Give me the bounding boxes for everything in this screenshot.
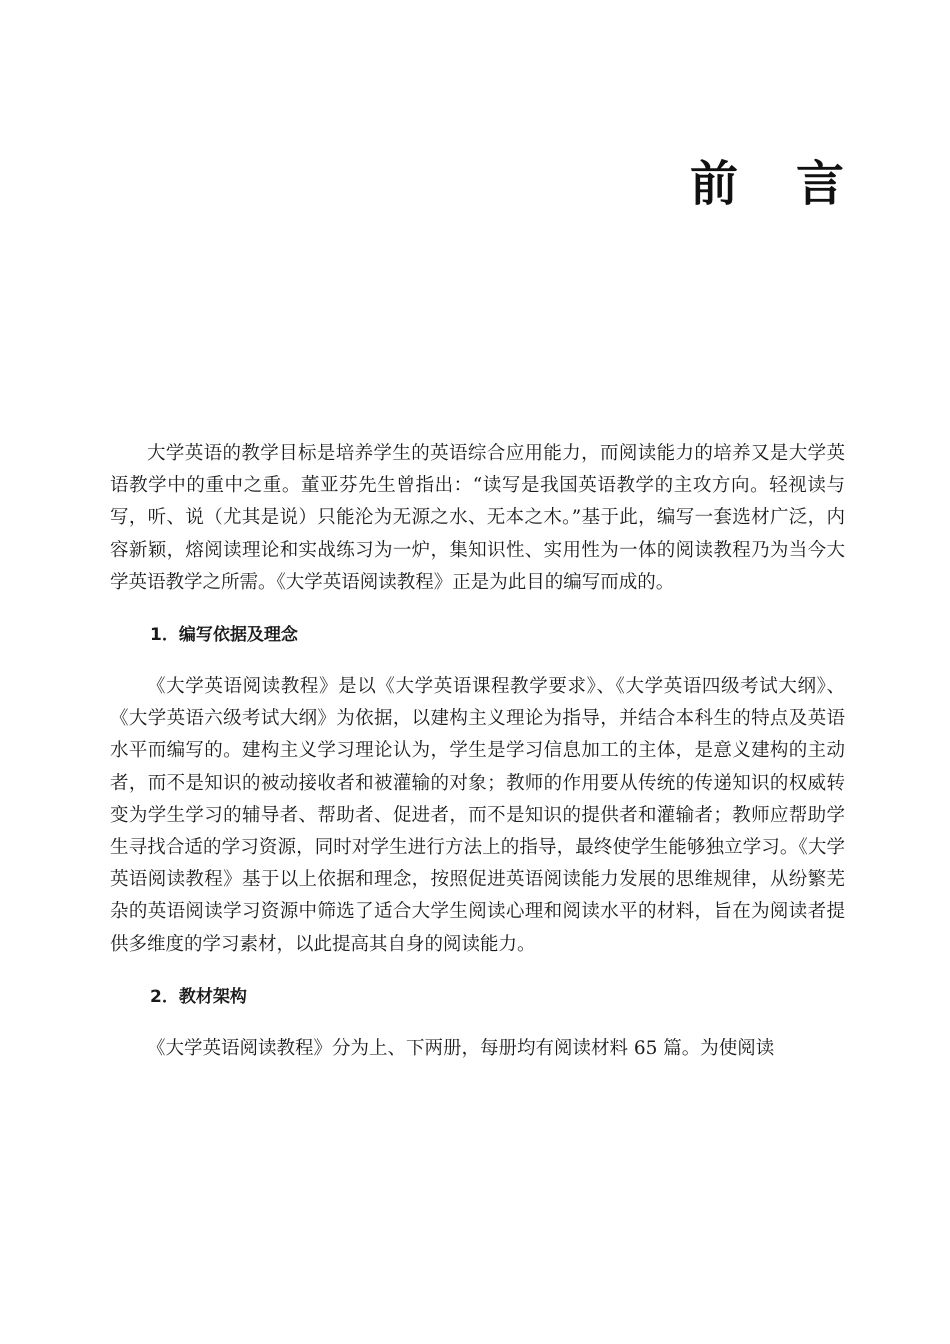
title-char-2: 言: [795, 156, 844, 212]
body-text: [110, 438, 845, 1065]
section-2-paragraph: 《大学英语阅读教程》分为上、下两册，每册均有阅读材料 65 篇。为使阅读: [147, 1037, 775, 1059]
title-char-1: 前: [689, 156, 738, 212]
section-heading-1: 1．编写依据及理念: [150, 625, 298, 646]
section-heading-2: 2．教材架构: [150, 986, 247, 1007]
intro-paragraph: 大学英语的教学目标是培养学生的英语综合应用能力，而阅读能力的培养又是大学英语教学中的重中之重。董亚芬先生曾指出：“读写是我国英语教学的主攻方向。轻视读与写，听、说（尤其是说）只能沦为无源之水、无本之木。”基于此，编写一套选材广泛，内容新颖，熔阅读理论和实战练习为一炉，集知识性、实用性为一体的阅读教程乃为当今大学英语教学之所需。《大学英语阅读教程》正是为此目的编写而成的。: [110, 443, 845, 593]
section-1-paragraph: 《大学英语阅读教程》是以《大学英语课程教学要求》、《大学英语四级考试大纲》、《大学英语六级考试大纲》为依据，以建构主义理论为指导，并结合本科生的特点及英语水平而编写的。建构主义学习理论认为，学生是学习信息加工的主体，是意义建构的主动者，而不是知识的被动接收者和被灌输的对象；教师的作用要从传统的传递知识的权威转变为学生学习的辅导者、帮助者、促进者，而不是知识的提供者和灌输者；教师应帮助学生寻找合适的学习资源，同时对学生进行方法上的指导，最终使学生能够独立学习。《大学英语阅读教程》基于以上依据和理念，按照促进英语阅读能力发展的思维规律，从纷繁芜杂的英语阅读学习资源中筛选了适合大学生阅读心理和阅读水平的材料，旨在为阅读者提供多维度的学习素材，以此提高其自身的阅读能力。: [110, 676, 845, 955]
page-title: [689, 156, 844, 212]
